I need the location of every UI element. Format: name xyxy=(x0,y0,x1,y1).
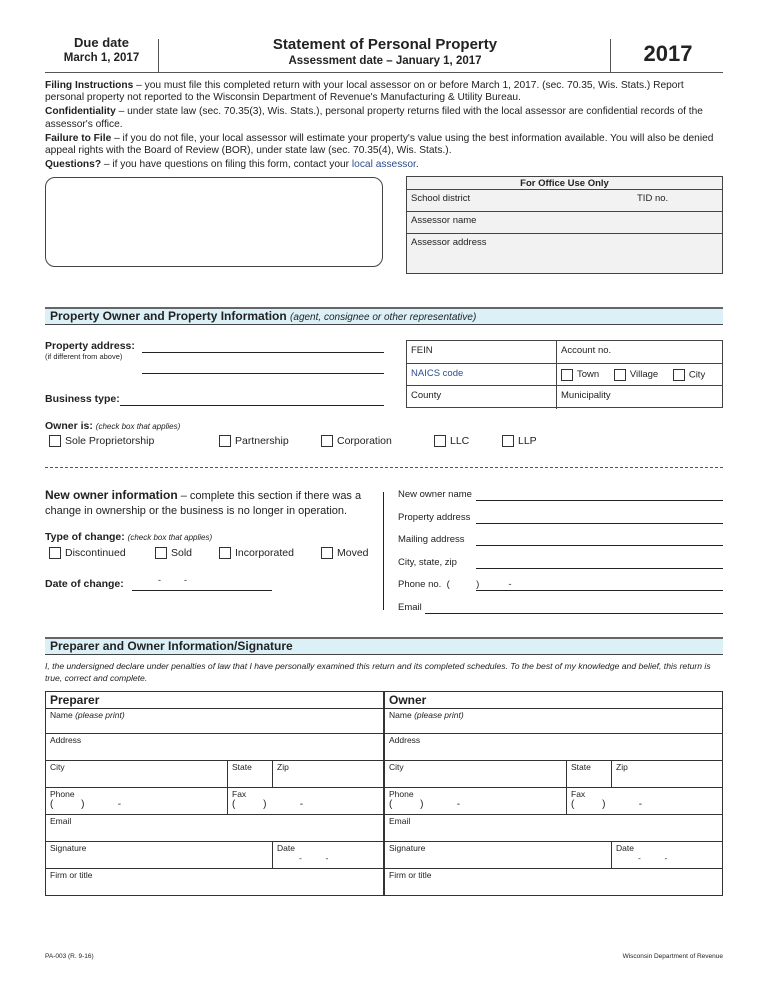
field-label: Name xyxy=(389,710,412,720)
owner-is-note: (check box that applies) xyxy=(95,422,181,431)
new-owner-name-line[interactable] xyxy=(476,500,723,501)
naics-code-link[interactable]: NAICS code xyxy=(411,367,464,379)
due-date-block xyxy=(45,33,158,66)
office-use-title: For Office Use Only xyxy=(407,177,722,190)
owner-is-label: Owner is: xyxy=(45,420,93,432)
option-label: Sole Proprietorship xyxy=(65,435,155,447)
field-label: Email xyxy=(389,816,411,826)
checkbox[interactable] xyxy=(502,435,514,447)
owner-name-field[interactable] xyxy=(385,709,723,734)
owner-zip-field[interactable] xyxy=(612,761,723,788)
field-note: (please print) xyxy=(75,710,125,720)
office-use-box xyxy=(406,176,723,274)
business-type-label: Business type: xyxy=(45,393,120,405)
new-owner-description: – complete this section if there was a change in ownership or the business is no longer in operation. xyxy=(45,490,362,517)
property-info-box xyxy=(406,340,723,408)
form-title: Statement of Personal Property xyxy=(272,36,498,53)
fein-label: FEIN xyxy=(411,345,433,356)
city-label: City xyxy=(688,369,706,381)
instructions xyxy=(45,80,725,173)
field-label: Phone xyxy=(50,789,75,799)
owner-type-corporation[interactable] xyxy=(321,435,392,447)
field-label: Date xyxy=(277,843,295,853)
preparer-state-field[interactable] xyxy=(228,761,273,788)
assessor-address-field[interactable] xyxy=(407,234,722,251)
owner-email-field[interactable] xyxy=(385,815,723,842)
owner-phone-field[interactable] xyxy=(385,788,567,815)
preparer-heading: Preparer xyxy=(46,692,384,709)
assessor-address-label: Assessor address xyxy=(411,237,487,248)
filing-text: – you must file this completed return with your local assessor on or before March 1, 2017. (sec. 70.35, Wis. Stats.) Report personal property not reported to the Wisconsin Department of Revenue's Manufacturing & Utility Bureau. xyxy=(45,80,684,104)
owner-type-llp[interactable] xyxy=(502,435,537,447)
owner-heading: Owner xyxy=(385,692,723,709)
field-label: Zip xyxy=(616,762,628,772)
school-district-label: School district xyxy=(411,193,471,204)
owner-is-row xyxy=(45,420,180,432)
business-type-line[interactable] xyxy=(120,405,384,406)
field-label: State xyxy=(571,762,591,772)
mailing-address-label: Mailing address xyxy=(398,534,465,545)
county-field[interactable] xyxy=(407,386,557,409)
mailing-address-line[interactable] xyxy=(476,545,723,546)
field-label: Zip xyxy=(277,762,289,772)
change-type-moved[interactable] xyxy=(321,547,369,559)
field-format: ( ) - xyxy=(232,799,304,810)
field-label: State xyxy=(232,762,252,772)
type-of-change-label: Type of change: xyxy=(45,531,125,543)
change-type-incorporated[interactable] xyxy=(219,547,294,559)
field-label: Firm or title xyxy=(50,870,93,880)
agency-name: Wisconsin Department of Revenue xyxy=(622,953,723,960)
section-title: Preparer and Owner Information/Signature xyxy=(50,639,293,653)
checkbox[interactable] xyxy=(219,435,231,447)
new-owner-name-label: New owner name xyxy=(398,489,472,500)
field-format: - - xyxy=(299,853,329,863)
assessment-date: Assessment date – January 1, 2017 xyxy=(288,55,482,67)
owner-table xyxy=(384,691,723,896)
village-label: Village xyxy=(629,369,659,381)
option-label: LLC xyxy=(450,435,470,447)
owner-fax-field[interactable] xyxy=(567,788,723,815)
preparer-signature-field[interactable] xyxy=(46,842,273,869)
option-label: Moved xyxy=(337,547,369,559)
owner-firm-field[interactable] xyxy=(385,869,723,896)
local-assessor-link[interactable]: local assessor xyxy=(351,159,416,171)
form-year: 2017 xyxy=(643,41,693,66)
preparer-date-field[interactable] xyxy=(273,842,384,869)
date-of-change-line[interactable] xyxy=(132,590,272,591)
type-of-change-row xyxy=(45,531,212,543)
field-label: Address xyxy=(50,735,82,745)
email-line[interactable] xyxy=(425,613,723,614)
filing-instructions xyxy=(45,80,725,104)
preparer-zip-field[interactable] xyxy=(273,761,384,788)
city-checkbox[interactable] xyxy=(673,369,685,381)
form-header xyxy=(45,33,723,73)
change-type-sold[interactable] xyxy=(155,547,192,559)
owner-address-field[interactable] xyxy=(385,734,723,761)
municipality-label: Municipality xyxy=(561,390,611,401)
checkbox[interactable] xyxy=(434,435,446,447)
field-label: Signature xyxy=(50,843,87,853)
filing-label: Filing Instructions xyxy=(45,80,134,91)
option-label: Discontinued xyxy=(65,547,126,559)
confidentiality-text: – under state law (sec. 70.35(3), Wis. Stats.), personal property returns filed with the local assessor are confidential records of the assessor's office. xyxy=(45,106,703,130)
failure-text: – if you do not file, your local assessor will estimate your property's value using the best information available. You will also be denied appeal rights with the Board of Review (BOR), under state law (sec. 70.35(4), Wis. Stats.). xyxy=(45,132,714,157)
field-label: Signature xyxy=(389,843,426,853)
field-label: Firm or title xyxy=(389,870,432,880)
assessor-name-field[interactable] xyxy=(407,212,722,234)
declaration: I, the undersigned declare under penalties of law that I have personally examined this return and its completed schedules. To the best of my knowledge and belief, this return is true, correct and complete. xyxy=(45,661,711,683)
preparer-city-field[interactable] xyxy=(46,761,228,788)
property-address-label: Property address: xyxy=(45,340,135,352)
property-address-line-2[interactable] xyxy=(142,373,384,374)
phone-label: Phone no. ( ) - xyxy=(398,579,512,590)
failure-label: Failure to File xyxy=(45,132,112,144)
property-address-label: Property address xyxy=(398,512,471,523)
questions-text: – if you have questions on filing this form, contact your xyxy=(101,159,352,171)
school-district-field[interactable] xyxy=(407,190,722,212)
preparer-address-field[interactable] xyxy=(46,734,384,761)
new-owner-title: New owner information xyxy=(45,488,178,502)
town-checkbox[interactable] xyxy=(561,369,573,381)
header-divider xyxy=(158,39,159,73)
preparer-name-field[interactable] xyxy=(46,709,384,734)
section-divider xyxy=(45,467,723,468)
owner-state-field[interactable] xyxy=(567,761,612,788)
vertical-divider xyxy=(383,492,384,610)
checkbox[interactable] xyxy=(155,547,167,559)
type-of-change-note: (check box that applies) xyxy=(127,533,213,542)
due-date-value: March 1, 2017 xyxy=(63,52,140,64)
option-label: Sold xyxy=(171,547,193,559)
city-state-zip-label: City, state, zip xyxy=(398,557,457,568)
property-address-note: (if different from above) xyxy=(45,352,123,361)
field-label: Phone xyxy=(389,789,414,799)
questions xyxy=(45,159,725,171)
field-label: City xyxy=(389,762,404,772)
property-section-header xyxy=(45,307,723,325)
property-address-line-1[interactable] xyxy=(142,352,384,353)
checkbox[interactable] xyxy=(321,435,333,447)
field-label: Name xyxy=(50,710,73,720)
municipality-type xyxy=(557,364,709,386)
option-label: LLP xyxy=(518,435,537,447)
signature-section-header xyxy=(45,637,723,655)
new-owner-intro xyxy=(45,488,375,519)
section-title: Property Owner and Property Information xyxy=(50,309,287,323)
confidentiality-label: Confidentiality xyxy=(45,106,116,118)
field-format: ( ) - xyxy=(389,799,461,810)
preparer-table xyxy=(45,691,384,896)
option-label: Incorporated xyxy=(235,547,294,559)
owner-type-llc[interactable] xyxy=(434,435,469,447)
owner-type-partnership[interactable] xyxy=(219,435,289,447)
due-date-label: Due date xyxy=(74,35,129,50)
confidentiality xyxy=(45,106,725,130)
questions-label: Questions? xyxy=(45,159,102,171)
section-subtitle: (agent, consignee or other representative) xyxy=(290,312,477,323)
change-type-discontinued[interactable] xyxy=(49,547,126,559)
owner-type-sole[interactable] xyxy=(49,435,154,447)
tid-no-label: TID no. xyxy=(637,193,669,204)
phone-line[interactable] xyxy=(476,590,723,591)
owner-signature-field[interactable] xyxy=(385,842,612,869)
field-label: Fax xyxy=(571,789,586,799)
checkbox[interactable] xyxy=(219,547,231,559)
preparer-email-field[interactable] xyxy=(46,815,384,842)
village-checkbox[interactable] xyxy=(614,369,626,381)
checkbox[interactable] xyxy=(321,547,333,559)
checkbox[interactable] xyxy=(49,435,61,447)
property-address-line[interactable] xyxy=(476,523,723,524)
header-divider xyxy=(610,39,611,73)
fein-field[interactable] xyxy=(407,341,557,363)
municipality-field[interactable] xyxy=(557,386,615,409)
field-label: Date xyxy=(616,843,634,853)
form-id: PA-003 (R. 9-16) xyxy=(45,953,94,960)
assessor-name-label: Assessor name xyxy=(411,215,477,226)
mailing-address-box[interactable] xyxy=(45,177,383,267)
field-label: Email xyxy=(50,816,72,826)
field-format: - - xyxy=(638,853,668,863)
field-format: ( ) - xyxy=(571,799,643,810)
field-label: City xyxy=(50,762,65,772)
field-label: Address xyxy=(389,735,421,745)
date-separator: - xyxy=(158,575,161,585)
naics-code-field[interactable] xyxy=(407,364,557,386)
field-format: ( ) - xyxy=(50,799,122,810)
date-separator: - xyxy=(184,575,187,585)
preparer-fax-field[interactable] xyxy=(228,788,384,815)
option-label: Corporation xyxy=(337,435,392,447)
owner-date-field[interactable] xyxy=(612,842,723,869)
account-no-label: Account no. xyxy=(561,345,612,356)
failure-to-file xyxy=(45,133,725,157)
preparer-phone-field[interactable] xyxy=(46,788,228,815)
field-label: Fax xyxy=(232,789,247,799)
account-no-field[interactable] xyxy=(557,341,615,363)
town-label: Town xyxy=(577,369,600,381)
email-label: Email xyxy=(398,602,422,613)
option-label: Partnership xyxy=(235,435,289,447)
date-of-change-label: Date of change: xyxy=(45,578,124,590)
field-note: (please print) xyxy=(414,710,464,720)
preparer-firm-field[interactable] xyxy=(46,869,384,896)
questions-end: . xyxy=(415,159,419,171)
checkbox[interactable] xyxy=(49,547,61,559)
city-state-zip-line[interactable] xyxy=(476,568,723,569)
title-block xyxy=(160,33,610,69)
county-label: County xyxy=(411,390,442,401)
owner-city-field[interactable] xyxy=(385,761,567,788)
